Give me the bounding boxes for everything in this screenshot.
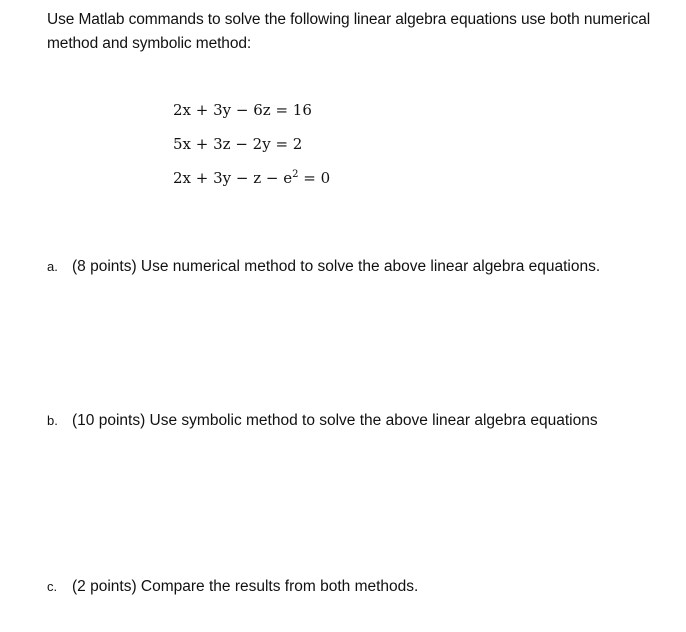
equation-3-exponent: 2	[292, 169, 299, 180]
question-c-text: (2 points) Compare the results from both methods.	[72, 578, 419, 595]
question-b	[47, 410, 598, 432]
question-b-marker: b.	[47, 413, 58, 428]
equation-3-rhs: = 0	[298, 169, 331, 187]
problem-statement: Use Matlab commands to solve the following linear algebra equations use both numerical method and symbolic method:	[47, 11, 651, 52]
question-c-marker: c.	[47, 579, 58, 594]
question-a-marker: a.	[47, 259, 58, 274]
equation-3-lhs: 2x + 3y − z − e	[173, 169, 293, 187]
question-a	[47, 256, 600, 278]
question-c	[47, 576, 418, 598]
equation-1: 2x + 3y − 6z = 16	[173, 101, 312, 119]
equation-2: 5x + 3z − 2y = 2	[173, 135, 303, 153]
equation-3	[173, 168, 330, 188]
question-a-text: (8 points) Use numerical method to solve the above linear algebra equations.	[72, 258, 601, 275]
question-b-text: (10 points) Use symbolic method to solve the above linear algebra equations	[72, 412, 598, 429]
